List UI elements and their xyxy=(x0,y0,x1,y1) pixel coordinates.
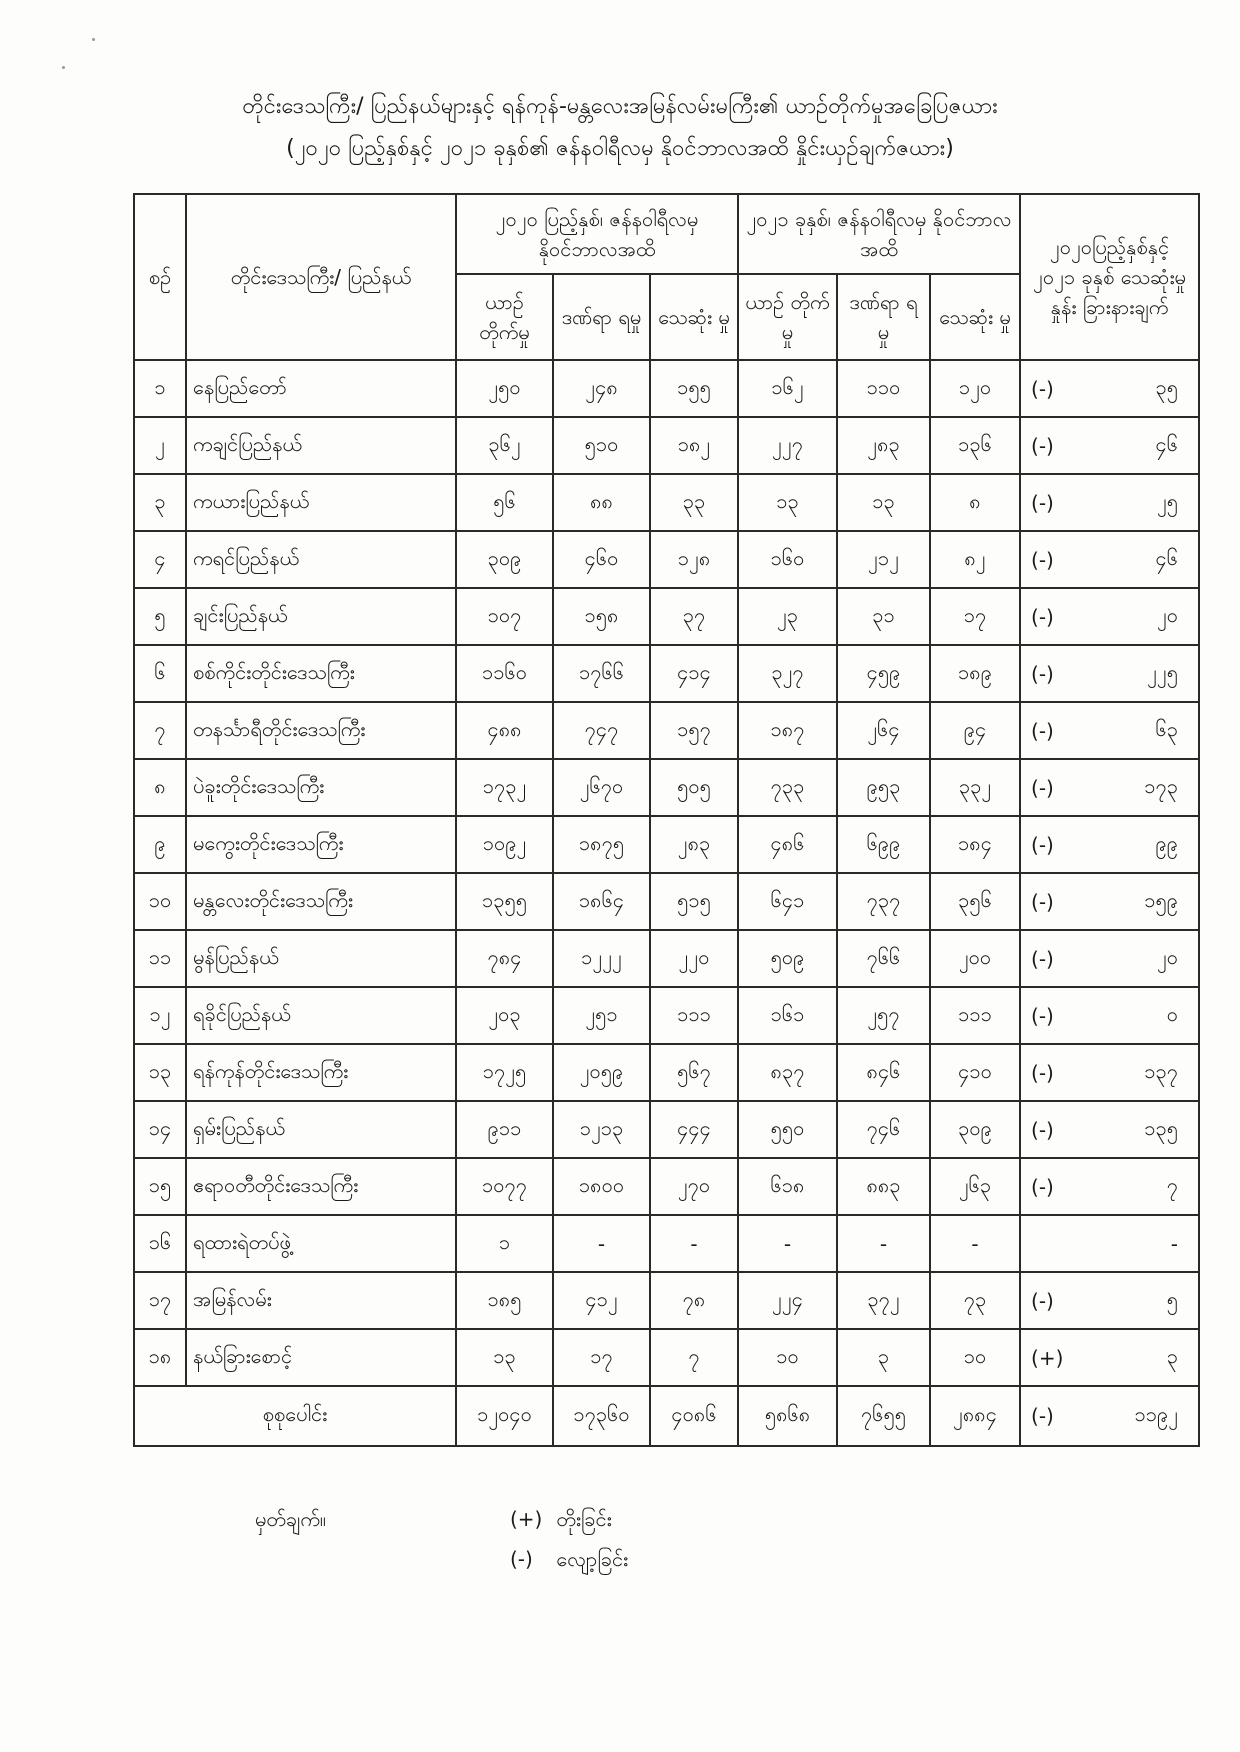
row-2021-injured: ၃၇၂ xyxy=(837,1272,930,1329)
row-2021-deaths: ၃၅၆ xyxy=(930,873,1020,930)
row-region-name: ကချင်ပြည်နယ် xyxy=(186,417,456,474)
table-row xyxy=(134,1044,1199,1101)
row-2021-accidents: ၁၆၁ xyxy=(738,987,837,1044)
row-serial: ၂ xyxy=(134,417,186,474)
row-region-name: မွန်ပြည်နယ် xyxy=(186,930,456,987)
row-2021-accidents: ၂၂၄ xyxy=(738,1272,837,1329)
row-difference-sign: (-) xyxy=(1031,1117,1054,1142)
row-2020-accidents: ၂၅၀ xyxy=(456,360,553,417)
table-total-row xyxy=(134,1386,1199,1446)
table-row xyxy=(134,531,1199,588)
row-2020-deaths: - xyxy=(650,1215,738,1272)
row-2020-deaths: ၄၁၄ xyxy=(650,645,738,702)
row-2021-deaths: ၃၀၉ xyxy=(930,1101,1020,1158)
row-2021-injured: ၈၈၃ xyxy=(837,1158,930,1215)
header-2021-injured: ဒဏ်ရာ ရမှု xyxy=(837,274,930,360)
row-2020-deaths: ၁၈၂ xyxy=(650,417,738,474)
row-2021-deaths: ၂၀၀ xyxy=(930,930,1020,987)
row-2021-injured: ၃၁ xyxy=(837,588,930,645)
row-2021-injured: ၉၅၃ xyxy=(837,759,930,816)
row-2020-accidents: ၉၁၁ xyxy=(456,1101,553,1158)
row-2020-injured: ၁၇ xyxy=(553,1329,650,1386)
total-2021-injured: ၇၆၅၅ xyxy=(837,1386,930,1446)
row-2020-injured: ၄၆၀ xyxy=(553,531,650,588)
row-2020-deaths: ၅၁၅ xyxy=(650,873,738,930)
row-death-difference xyxy=(1020,417,1199,474)
table-row xyxy=(134,1158,1199,1215)
row-2021-accidents: ၁၆၀ xyxy=(738,531,837,588)
row-2020-deaths: ၅၀၅ xyxy=(650,759,738,816)
row-2020-injured: ၁၇၆၆ xyxy=(553,645,650,702)
row-2020-injured: ၂၀၅၉ xyxy=(553,1044,650,1101)
row-2021-accidents: - xyxy=(738,1215,837,1272)
row-difference-sign: (-) xyxy=(1031,433,1054,458)
row-difference-sign: (-) xyxy=(1031,832,1054,857)
row-2020-deaths: ၁၂၈ xyxy=(650,531,738,588)
row-2021-accidents: ၆၁၈ xyxy=(738,1158,837,1215)
row-2021-deaths: ၁၈၉ xyxy=(930,645,1020,702)
row-region-name: မန္တလေးတိုင်းဒေသကြီး xyxy=(186,873,456,930)
row-death-difference xyxy=(1020,360,1199,417)
table-row xyxy=(134,930,1199,987)
total-2020-injured: ၁၇၃၆၀ xyxy=(553,1386,650,1446)
row-2020-injured: ၇၄၇ xyxy=(553,702,650,759)
row-serial: ၁၀ xyxy=(134,873,186,930)
row-region-name: နေပြည်တော် xyxy=(186,360,456,417)
row-2020-injured: ၈၈ xyxy=(553,474,650,531)
row-serial: ၉ xyxy=(134,816,186,873)
row-serial: ၁၆ xyxy=(134,1215,186,1272)
row-2020-injured: ၁၈၀၀ xyxy=(553,1158,650,1215)
row-region-name: အမြန်လမ်း xyxy=(186,1272,456,1329)
table-row xyxy=(134,645,1199,702)
row-2020-accidents: ၁ xyxy=(456,1215,553,1272)
row-2021-injured: ၈၄၆ xyxy=(837,1044,930,1101)
row-serial: ၁၂ xyxy=(134,987,186,1044)
total-difference xyxy=(1020,1386,1199,1446)
row-death-difference xyxy=(1020,1101,1199,1158)
total-2021-accidents: ၅၈၆၈ xyxy=(738,1386,837,1446)
table-row xyxy=(134,417,1199,474)
table-row xyxy=(134,588,1199,645)
row-2021-deaths: - xyxy=(930,1215,1020,1272)
row-region-name: ချင်းပြည်နယ် xyxy=(186,588,456,645)
row-region-name: တနင်္သာရီတိုင်းဒေသကြီး xyxy=(186,702,456,759)
row-serial: ၃ xyxy=(134,474,186,531)
row-difference-sign: (-) xyxy=(1031,661,1054,686)
row-difference-sign: (-) xyxy=(1031,490,1054,515)
note-increase xyxy=(510,1506,612,1536)
row-2020-deaths: ၂၂၀ xyxy=(650,930,738,987)
row-difference-value: ၁၃၅ xyxy=(1144,1115,1179,1140)
header-2021-deaths: သေဆုံး မှု xyxy=(930,274,1020,360)
row-2020-accidents: ၁၃၅၅ xyxy=(456,873,553,930)
row-2020-accidents: ၁၈၅ xyxy=(456,1272,553,1329)
row-2021-injured: ၂၁၂ xyxy=(837,531,930,588)
table-row xyxy=(134,759,1199,816)
row-death-difference xyxy=(1020,645,1199,702)
row-serial: ၁၈ xyxy=(134,1329,186,1386)
row-difference-value: ၁၅၉ xyxy=(1144,887,1179,912)
row-2020-accidents: ၁၇၂၅ xyxy=(456,1044,553,1101)
row-difference-sign: (-) xyxy=(1031,1288,1054,1313)
row-2020-accidents: ၃၀၉ xyxy=(456,531,553,588)
row-2020-injured: ၂၅၁ xyxy=(553,987,650,1044)
row-2021-injured: ၂၈၃ xyxy=(837,417,930,474)
row-difference-sign: (-) xyxy=(1031,1060,1054,1085)
row-2020-accidents: ၇၈၄ xyxy=(456,930,553,987)
row-2021-accidents: ၁၆၂ xyxy=(738,360,837,417)
row-2020-accidents: ၁၀၇၇ xyxy=(456,1158,553,1215)
row-region-name: ရခိုင်ပြည်နယ် xyxy=(186,987,456,1044)
row-serial: ၈ xyxy=(134,759,186,816)
row-2020-accidents: ၄၈၈ xyxy=(456,702,553,759)
row-difference-sign: (-) xyxy=(1031,1003,1054,1028)
row-difference-value: ၆၃ xyxy=(1155,716,1179,741)
row-difference-value: ၁၇၃ xyxy=(1144,773,1179,798)
row-2021-deaths: ၉၄ xyxy=(930,702,1020,759)
row-2021-deaths: ၁၂၀ xyxy=(930,360,1020,417)
scan-speck xyxy=(62,66,65,69)
row-2021-accidents: ၆၄၁ xyxy=(738,873,837,930)
row-serial: ၄ xyxy=(134,531,186,588)
table-row xyxy=(134,1329,1199,1386)
row-2020-injured: - xyxy=(553,1215,650,1272)
total-label: စုစုပေါင်း xyxy=(134,1386,456,1446)
row-difference-value: ၄၆ xyxy=(1155,431,1179,456)
row-2021-accidents: ၅၀၉ xyxy=(738,930,837,987)
row-difference-value: ၇ xyxy=(1166,1172,1179,1197)
row-region-name: ပဲခူးတိုင်းဒေသကြီး xyxy=(186,759,456,816)
row-difference-sign: (-) xyxy=(1031,718,1054,743)
row-2020-injured: ၄၁၂ xyxy=(553,1272,650,1329)
row-region-name: နယ်ခြားစောင့် xyxy=(186,1329,456,1386)
row-2020-accidents: ၃၆၂ xyxy=(456,417,553,474)
row-2021-deaths: ၃၃၂ xyxy=(930,759,1020,816)
row-death-difference xyxy=(1020,873,1199,930)
table-row xyxy=(134,987,1199,1044)
row-2021-accidents: ၄၈၆ xyxy=(738,816,837,873)
row-serial: ၁၅ xyxy=(134,1158,186,1215)
row-2020-deaths: ၄၄၄ xyxy=(650,1101,738,1158)
header-2020-deaths: သေဆုံး မှု xyxy=(650,274,738,360)
row-difference-value: ၀ xyxy=(1166,1001,1179,1026)
scan-speck xyxy=(92,38,95,41)
notes-label: မှတ်ချက်။ xyxy=(255,1507,326,1531)
row-difference-value: - xyxy=(1170,1231,1179,1256)
row-2021-injured: ၂၅၇ xyxy=(837,987,930,1044)
row-death-difference xyxy=(1020,1272,1199,1329)
row-difference-sign: (-) xyxy=(1031,604,1054,629)
row-2020-injured: ၁၅၈ xyxy=(553,588,650,645)
row-serial: ၁၄ xyxy=(134,1101,186,1158)
row-difference-sign: (-) xyxy=(1031,889,1054,914)
row-2020-injured: ၂၄၈ xyxy=(553,360,650,417)
row-2020-deaths: ၁၁၁ xyxy=(650,987,738,1044)
table-row xyxy=(134,474,1199,531)
row-difference-sign: (-) xyxy=(1031,946,1054,971)
header-2020-period: ၂၀၂၀ ပြည့်နှစ်၊ ဇန်နဝါရီလမှ နိုဝင်ဘာလအထိ xyxy=(456,194,738,274)
table-row xyxy=(134,702,1199,759)
row-2021-injured: ၇၃၇ xyxy=(837,873,930,930)
note-decrease xyxy=(510,1546,628,1576)
row-2020-accidents: ၂၀၃ xyxy=(456,987,553,1044)
row-2021-injured: ၇၆၆ xyxy=(837,930,930,987)
row-2021-injured: ၂၆၄ xyxy=(837,702,930,759)
total-2021-deaths: ၂၈၈၄ xyxy=(930,1386,1020,1446)
header-2021-period: ၂၀၂၁ ခုနှစ်၊ ဇန်နဝါရီလမှ နိုဝင်ဘာလအထိ xyxy=(738,194,1020,274)
total-difference-value: ၁၁၉၂ xyxy=(1134,1402,1179,1426)
row-2021-deaths: ၁၃၆ xyxy=(930,417,1020,474)
row-2021-deaths: ၁၁၁ xyxy=(930,987,1020,1044)
table-row xyxy=(134,816,1199,873)
row-difference-sign: (-) xyxy=(1031,1174,1054,1199)
header-death-rate-difference: ၂၀၂၀ပြည့်နှစ်နှင့် ၂၀၂၁ ခုနှစ် သေဆုံးမှုနှုန်း ခြားနားချက် xyxy=(1020,194,1199,360)
row-death-difference xyxy=(1020,1329,1199,1386)
row-2021-accidents: ၂၃ xyxy=(738,588,837,645)
row-2021-injured: ၇၄၆ xyxy=(837,1101,930,1158)
row-2021-deaths: ၈၂ xyxy=(930,531,1020,588)
row-2020-deaths: ၇ xyxy=(650,1329,738,1386)
row-death-difference xyxy=(1020,759,1199,816)
row-2020-accidents: ၁၀၉၂ xyxy=(456,816,553,873)
row-2021-accidents: ၁၃ xyxy=(738,474,837,531)
row-2021-accidents: ၅၅၀ xyxy=(738,1101,837,1158)
row-2020-accidents: ၁၁၆၀ xyxy=(456,645,553,702)
row-2020-deaths: ၂၈၃ xyxy=(650,816,738,873)
row-2021-deaths: ၁၇ xyxy=(930,588,1020,645)
row-region-name: ရှမ်းပြည်နယ် xyxy=(186,1101,456,1158)
row-2021-injured: ၃ xyxy=(837,1329,930,1386)
table-row xyxy=(134,360,1199,417)
row-2021-injured: ၆၉၉ xyxy=(837,816,930,873)
row-2020-deaths: ၅၆၇ xyxy=(650,1044,738,1101)
row-2020-deaths: ၃၇ xyxy=(650,588,738,645)
row-2020-accidents: ၁၃ xyxy=(456,1329,553,1386)
row-2020-injured: ၁၈၆၄ xyxy=(553,873,650,930)
note-plus-sign: (+) xyxy=(510,1507,543,1531)
row-difference-value: ၅ xyxy=(1166,1286,1179,1311)
header-2021-accidents: ယာဉ် တိုက်မှု xyxy=(738,274,837,360)
row-2021-injured: ၁၁၀ xyxy=(837,360,930,417)
row-death-difference xyxy=(1020,702,1199,759)
row-2021-deaths: ၇၃ xyxy=(930,1272,1020,1329)
row-2020-deaths: ၁၅၅ xyxy=(650,360,738,417)
row-region-name: စစ်ကိုင်းတိုင်းဒေသကြီး xyxy=(186,645,456,702)
row-difference-value: ၄၆ xyxy=(1155,545,1179,570)
row-2020-deaths: ၃၃ xyxy=(650,474,738,531)
row-difference-sign: (+) xyxy=(1031,1345,1064,1370)
row-difference-value: ၉၉ xyxy=(1155,830,1179,855)
note-plus-text: တိုးခြင်း xyxy=(556,1507,612,1531)
total-2020-accidents: ၁၂၀၄၀ xyxy=(456,1386,553,1446)
row-2021-accidents: ၃၂၇ xyxy=(738,645,837,702)
note-minus-text: လျော့ခြင်း xyxy=(556,1547,629,1571)
row-difference-value: ၃၅ xyxy=(1155,374,1179,399)
row-2021-deaths: ၂၆၃ xyxy=(930,1158,1020,1215)
row-2020-deaths: ၁၅၇ xyxy=(650,702,738,759)
table-row xyxy=(134,1215,1199,1272)
row-2020-accidents: ၁၀၇ xyxy=(456,588,553,645)
row-death-difference xyxy=(1020,531,1199,588)
header-serial: စဉ် xyxy=(134,194,186,360)
row-2020-injured: ၅၁၀ xyxy=(553,417,650,474)
table-row xyxy=(134,1272,1199,1329)
row-2021-accidents: ၁၈၇ xyxy=(738,702,837,759)
row-serial: ၁၃ xyxy=(134,1044,186,1101)
row-serial: ၆ xyxy=(134,645,186,702)
row-difference-value: ၂၀ xyxy=(1156,944,1179,969)
row-death-difference xyxy=(1020,987,1199,1044)
row-difference-sign: (-) xyxy=(1031,775,1054,800)
header-region: တိုင်းဒေသကြီး/ ပြည်နယ် xyxy=(186,194,456,360)
row-2021-deaths: ၈ xyxy=(930,474,1020,531)
row-death-difference xyxy=(1020,588,1199,645)
row-region-name: မကွေးတိုင်းဒေသကြီး xyxy=(186,816,456,873)
note-minus-sign: (-) xyxy=(510,1547,533,1571)
row-death-difference xyxy=(1020,1158,1199,1215)
row-2020-injured: ၁၂၁၃ xyxy=(553,1101,650,1158)
row-region-name: ကရင်ပြည်နယ် xyxy=(186,531,456,588)
row-2020-accidents: ၁၇၃၂ xyxy=(456,759,553,816)
row-region-name: ရထားရဲတပ်ဖွဲ့ xyxy=(186,1215,456,1272)
row-serial: ၁၇ xyxy=(134,1272,186,1329)
row-serial: ၁၁ xyxy=(134,930,186,987)
row-difference-value: ၂၂၅ xyxy=(1147,659,1179,684)
row-difference-value: ၃ xyxy=(1166,1343,1179,1368)
row-region-name: ရန်ကုန်တိုင်းဒေသကြီး xyxy=(186,1044,456,1101)
header-2020-accidents: ယာဉ် တိုက်မှု xyxy=(456,274,553,360)
row-difference-value: ၂၀ xyxy=(1156,602,1179,627)
row-2021-deaths: ၄၁၀ xyxy=(930,1044,1020,1101)
row-2020-deaths: ၂၇၀ xyxy=(650,1158,738,1215)
row-difference-sign: (-) xyxy=(1031,547,1054,572)
row-death-difference xyxy=(1020,1215,1199,1272)
row-serial: ၇ xyxy=(134,702,186,759)
row-difference-value: ၂၅ xyxy=(1156,488,1179,513)
accident-comparison-table xyxy=(133,193,1200,1447)
document-subtitle: (၂၀၂၀ ပြည့်နှစ်နှင့် ၂၀၂၁ ခုနှစ်၏ ဇန်နဝါရီလမှ နိုဝင်ဘာလအထိ နှိုင်းယှဉ်ချက်ဇယား) xyxy=(286,136,954,161)
row-2021-injured: - xyxy=(837,1215,930,1272)
table-row xyxy=(134,1101,1199,1158)
row-2020-injured: ၁၂၂၂ xyxy=(553,930,650,987)
table-row xyxy=(134,873,1199,930)
row-2020-deaths: ၇၈ xyxy=(650,1272,738,1329)
row-serial: ၅ xyxy=(134,588,186,645)
row-2021-accidents: ၇၃၃ xyxy=(738,759,837,816)
row-2021-accidents: ၂၂၇ xyxy=(738,417,837,474)
row-death-difference xyxy=(1020,930,1199,987)
row-death-difference xyxy=(1020,474,1199,531)
row-2020-injured: ၂၆၇၀ xyxy=(553,759,650,816)
row-region-name: ဧရာဝတီတိုင်းဒေသကြီး xyxy=(186,1158,456,1215)
total-difference-sign: (-) xyxy=(1031,1404,1054,1428)
row-2021-accidents: ၈၃၇ xyxy=(738,1044,837,1101)
header-2020-injured: ဒဏ်ရာ ရမှု xyxy=(553,274,650,360)
row-region-name: ကယားပြည်နယ် xyxy=(186,474,456,531)
row-serial: ၁ xyxy=(134,360,186,417)
row-2021-injured: ၁၃ xyxy=(837,474,930,531)
row-2020-injured: ၁၈၇၅ xyxy=(553,816,650,873)
row-2020-accidents: ၅၆ xyxy=(456,474,553,531)
row-2021-accidents: ၁၀ xyxy=(738,1329,837,1386)
row-difference-value: ၁၃၇ xyxy=(1144,1058,1179,1083)
row-2021-injured: ၄၅၉ xyxy=(837,645,930,702)
row-death-difference xyxy=(1020,1044,1199,1101)
document-title: တိုင်းဒေသကြီး/ ပြည်နယ်များနှင့် ရန်ကုန်-မန္တလေးအမြန်လမ်းမကြီး၏ ယာဉ်တိုက်မှုအခြေပြဇယား xyxy=(242,94,998,119)
row-2021-deaths: ၁၈၄ xyxy=(930,816,1020,873)
total-2020-deaths: ၄၀၈၆ xyxy=(650,1386,738,1446)
row-2021-deaths: ၁၀ xyxy=(930,1329,1020,1386)
row-difference-sign: (-) xyxy=(1031,376,1054,401)
row-death-difference xyxy=(1020,816,1199,873)
